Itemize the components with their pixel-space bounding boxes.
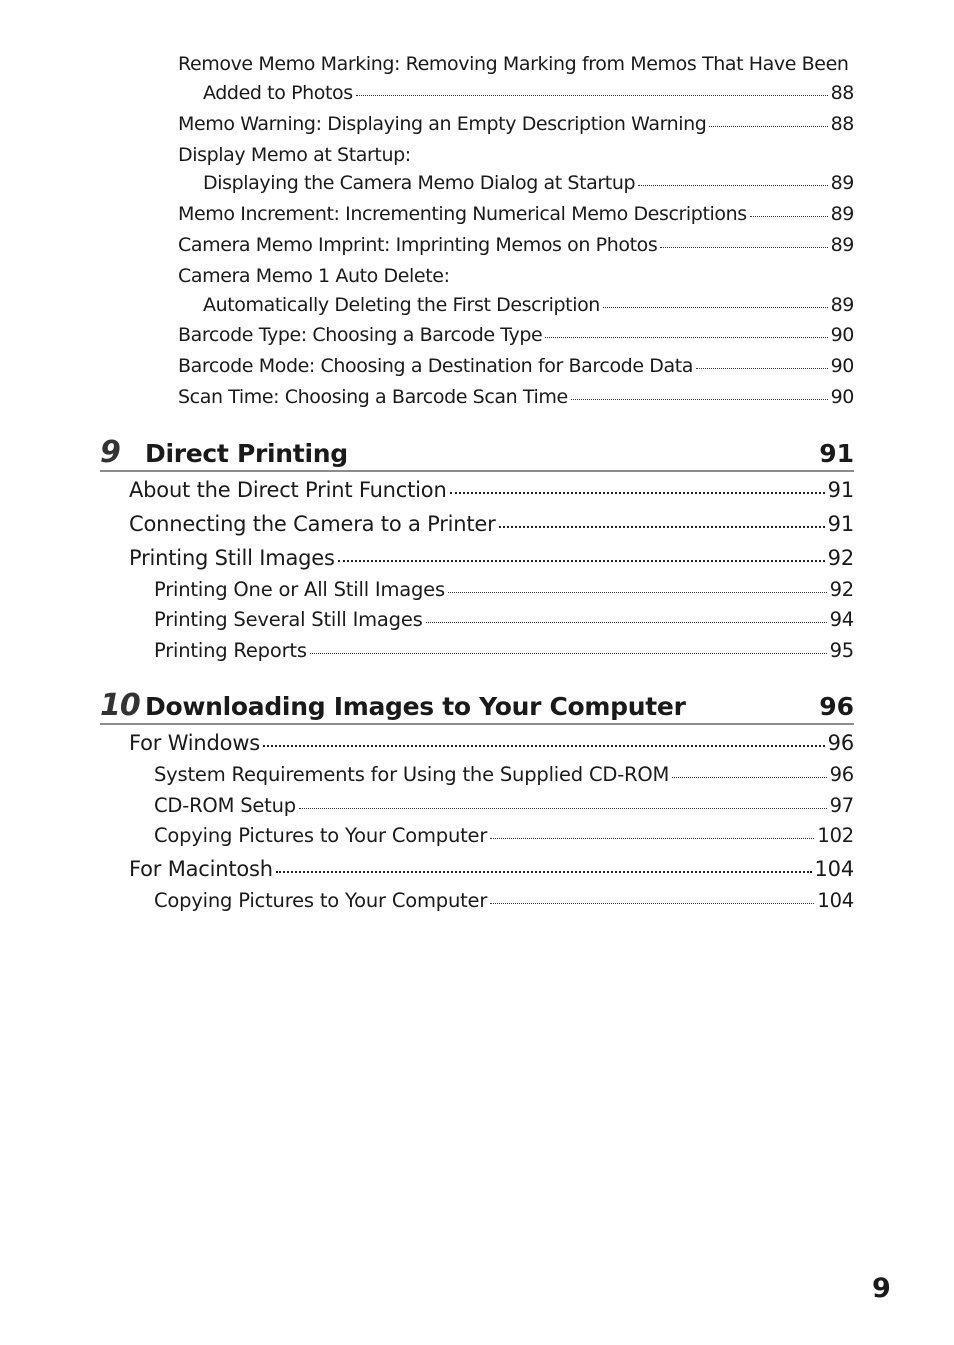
dot-leader xyxy=(545,337,827,338)
toc-entry-page: 104 xyxy=(814,857,854,881)
toc-entry-title: Camera Memo Imprint: Imprinting Memos on Photos xyxy=(178,234,658,256)
toc-entry-for-windows[interactable] xyxy=(129,731,854,755)
toc-entry-page: 92 xyxy=(827,546,854,570)
toc-entry-connecting-printer[interactable] xyxy=(129,512,854,536)
toc-entry-title: Camera Memo 1 Auto Delete: xyxy=(178,265,450,287)
toc-entry-page: 91 xyxy=(827,478,854,502)
toc-entry-for-macintosh[interactable] xyxy=(129,857,854,881)
toc-entry-cd-rom-setup[interactable] xyxy=(154,794,854,817)
page-number: 9 xyxy=(872,1273,891,1304)
toc-entry-copying-pictures-windows[interactable] xyxy=(154,824,854,847)
dot-leader xyxy=(571,399,828,400)
dot-leader xyxy=(490,838,814,839)
dot-leader xyxy=(750,216,828,217)
dot-leader xyxy=(696,368,828,369)
toc-entry-copying-pictures-mac[interactable] xyxy=(154,889,854,912)
dot-leader xyxy=(709,126,827,127)
dot-leader xyxy=(450,492,825,494)
toc-entry-remove-memo-marking-cont[interactable] xyxy=(203,82,854,104)
toc-entry-title: Displaying the Camera Memo Dialog at Startup xyxy=(203,172,636,194)
toc-entry-title: Barcode Mode: Choosing a Destination for Barcode Data xyxy=(178,355,694,377)
toc-entry-title: Added to Photos xyxy=(203,82,353,104)
toc-entry-title: Printing Reports xyxy=(154,639,307,662)
toc-entry-display-memo xyxy=(178,144,411,166)
toc-entry-page: 89 xyxy=(830,234,854,256)
dot-leader xyxy=(426,622,827,623)
toc-entry-page: 90 xyxy=(830,355,854,377)
toc-entry-page: 92 xyxy=(829,578,854,601)
toc-entry-title: Scan Time: Choosing a Barcode Scan Time xyxy=(178,386,568,408)
toc-entry-page: 91 xyxy=(827,512,854,536)
toc-entry-barcode-type[interactable] xyxy=(178,324,854,346)
toc-entry-page: 88 xyxy=(830,113,854,135)
chapter-page: 96 xyxy=(819,692,854,721)
toc-entry-page: 89 xyxy=(830,203,854,225)
toc-entry-title: Copying Pictures to Your Computer xyxy=(154,889,488,912)
toc-entry-camera-memo-auto-delete-cont[interactable] xyxy=(203,294,854,316)
toc-entry-page: 95 xyxy=(829,639,854,662)
toc-entry-title: For Windows xyxy=(129,731,261,755)
toc-entry-printing-still-images[interactable] xyxy=(129,546,854,570)
toc-entry-about-direct-print[interactable] xyxy=(129,478,854,502)
toc-entry-title: Barcode Type: Choosing a Barcode Type xyxy=(178,324,543,346)
dot-leader xyxy=(638,185,827,186)
dot-leader xyxy=(603,307,828,308)
toc-entry-title: Connecting the Camera to a Printer xyxy=(129,512,496,536)
toc-entry-title: About the Direct Print Function xyxy=(129,478,447,502)
dot-leader xyxy=(338,560,825,562)
toc-entry-barcode-mode[interactable] xyxy=(178,355,854,377)
toc-entry-memo-warning[interactable] xyxy=(178,113,854,135)
toc-entry-camera-memo-auto-delete xyxy=(178,265,450,287)
toc-entry-page: 90 xyxy=(830,386,854,408)
chapter-number: 9 xyxy=(100,435,120,470)
toc-entry-title: Display Memo at Startup: xyxy=(178,144,411,166)
chapter-page: 91 xyxy=(819,439,854,468)
toc-entry-printing-one-or-all[interactable] xyxy=(154,578,854,601)
dot-leader xyxy=(499,526,825,528)
toc-entry-display-memo-cont[interactable] xyxy=(203,172,854,194)
chapter-heading-9[interactable] xyxy=(100,428,854,472)
chapter-title: Downloading Images to Your Computer xyxy=(145,692,686,721)
toc-entry-title: For Macintosh xyxy=(129,857,273,881)
toc-entry-camera-memo-imprint[interactable] xyxy=(178,234,854,256)
toc-entry-system-requirements[interactable] xyxy=(154,763,854,786)
dot-leader xyxy=(448,592,827,593)
dot-leader xyxy=(299,808,827,809)
chapter-heading-10[interactable] xyxy=(100,681,854,725)
toc-entry-page: 89 xyxy=(830,294,854,316)
toc-entry-page: 102 xyxy=(817,824,854,847)
toc-entry-page: 104 xyxy=(817,889,854,912)
toc-entry-printing-several[interactable] xyxy=(154,608,854,631)
toc-entry-remove-memo-marking xyxy=(178,53,849,75)
toc-entry-page: 88 xyxy=(830,82,854,104)
chapter-number: 10 xyxy=(100,688,140,723)
toc-entry-title: System Requirements for Using the Supplied CD-ROM xyxy=(154,763,670,786)
toc-entry-title: Printing Still Images xyxy=(129,546,335,570)
toc-entry-title: Copying Pictures to Your Computer xyxy=(154,824,488,847)
dot-leader xyxy=(276,871,812,873)
toc-entry-page: 96 xyxy=(829,763,854,786)
toc-entry-title: Memo Increment: Incrementing Numerical Memo Descriptions xyxy=(178,203,747,225)
dot-leader xyxy=(310,653,827,654)
toc-entry-page: 90 xyxy=(830,324,854,346)
toc-entry-page: 96 xyxy=(827,731,854,755)
dot-leader xyxy=(490,903,814,904)
toc-entry-title: Printing Several Still Images xyxy=(154,608,423,631)
toc-entry-page: 94 xyxy=(829,608,854,631)
toc-entry-page: 97 xyxy=(829,794,854,817)
dot-leader xyxy=(263,745,825,747)
dot-leader xyxy=(356,95,828,96)
toc-entry-memo-increment[interactable] xyxy=(178,203,854,225)
toc-entry-title: Memo Warning: Displaying an Empty Description Warning xyxy=(178,113,707,135)
toc-entry-page: 89 xyxy=(830,172,854,194)
toc-entry-title: Automatically Deleting the First Description xyxy=(203,294,600,316)
toc-entry-printing-reports[interactable] xyxy=(154,639,854,662)
toc-entry-title: Remove Memo Marking: Removing Marking from Memos That Have Been xyxy=(178,53,849,75)
chapter-title: Direct Printing xyxy=(145,439,348,468)
dot-leader xyxy=(660,247,827,248)
toc-entry-scan-time[interactable] xyxy=(178,386,854,408)
toc-entry-title: Printing One or All Still Images xyxy=(154,578,445,601)
toc-entry-title: CD-ROM Setup xyxy=(154,794,296,817)
dot-leader xyxy=(672,777,826,778)
